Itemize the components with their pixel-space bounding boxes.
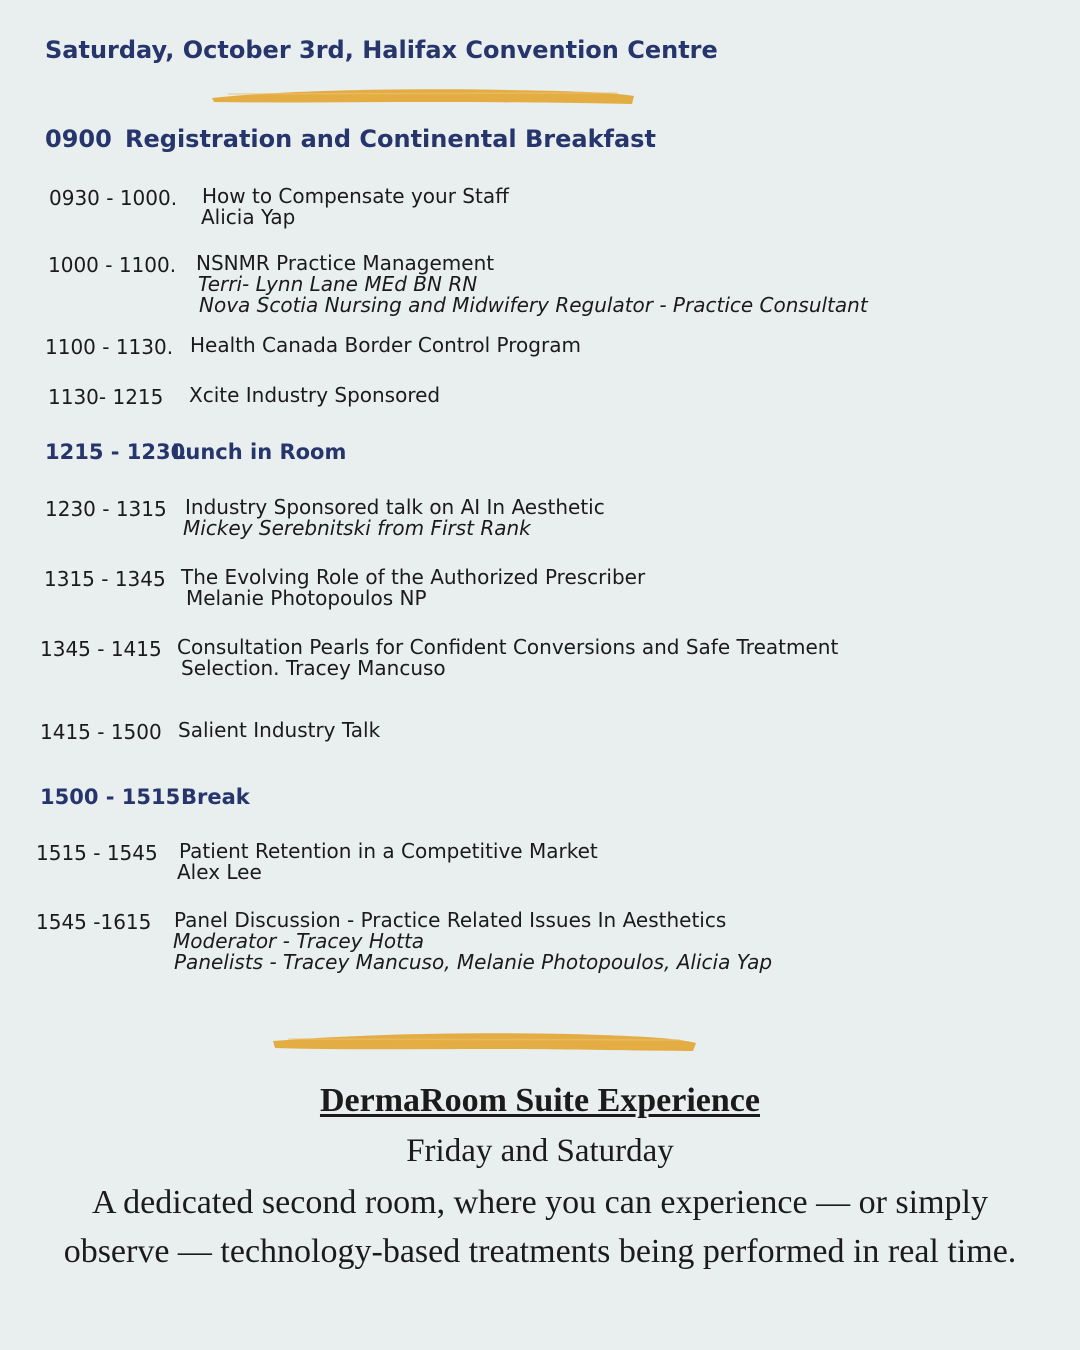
session-details xyxy=(196,253,868,316)
session-details xyxy=(181,567,645,609)
suite-title: DermaRoom Suite Experience xyxy=(319,1082,760,1119)
session-time: 0930 - 1000. xyxy=(49,186,178,210)
session-time: 1345 - 1415 xyxy=(40,637,162,661)
session-title: Consultation Pearls for Confident Conversions and Safe Treatment xyxy=(177,635,839,659)
session-time: 1000 - 1100. xyxy=(48,253,177,277)
session-speaker: Melanie Photopoulos NP xyxy=(186,586,427,610)
break-label: Break xyxy=(181,785,250,809)
session-title: Salient Industry Talk xyxy=(178,718,381,742)
session-details xyxy=(177,637,838,679)
session-title: Panel Discussion - Practice Related Issues In Aesthetics xyxy=(174,908,727,932)
session-title: Xcite Industry Sponsored xyxy=(189,383,441,407)
session-details xyxy=(202,186,509,228)
registration-time: 0900 xyxy=(45,125,112,153)
session-title: The Evolving Role of the Authorized Prescriber xyxy=(181,565,646,589)
session-details xyxy=(174,910,772,973)
brush-divider-top xyxy=(208,84,638,110)
session-title: Patient Retention in a Competitive Market xyxy=(179,839,598,863)
session-time: 1415 - 1500 xyxy=(40,720,162,744)
session-time: 1230 - 1315 xyxy=(45,497,167,521)
brush-divider-bottom xyxy=(270,1029,700,1057)
session-speaker: Mickey Serebnitski from First Rank xyxy=(183,516,531,540)
break-heading xyxy=(40,785,250,809)
registration-label: Registration and Continental Breakfast xyxy=(125,125,656,153)
session-time: 1100 - 1130. xyxy=(45,335,174,359)
session-speaker: Alicia Yap xyxy=(201,205,296,229)
session-moderator: Moderator - Tracey Hotta xyxy=(173,929,425,953)
session-time: 1130- 1215 xyxy=(48,385,164,409)
suite-description: A dedicated second room, where you can experience — or simply observe — technology-based treatments being performed in real time. xyxy=(63,1184,1017,1270)
session-time: 1315 - 1345 xyxy=(44,567,166,591)
break-time: 1500 - 1515 xyxy=(40,785,181,809)
suite-days: Friday and Saturday xyxy=(406,1133,674,1169)
lunch-label: Lunch in Room xyxy=(172,440,347,464)
lunch-heading xyxy=(45,440,347,464)
page-title: Saturday, October 3rd, Halifax Convention Centre xyxy=(45,36,718,64)
session-speaker: Selection. Tracey Mancuso xyxy=(181,656,446,680)
session-details xyxy=(185,497,605,539)
session-title: Industry Sponsored talk on AI In Aesthetic xyxy=(185,495,605,519)
lunch-time: 1215 - 1230 xyxy=(45,440,186,464)
session-details xyxy=(179,841,598,883)
session-speaker: Alex Lee xyxy=(177,860,262,884)
session-speaker: Terri- Lynn Lane MEd BN RN xyxy=(198,272,478,296)
session-speaker-affiliation: Nova Scotia Nursing and Midwifery Regulator - Practice Consultant xyxy=(199,293,868,317)
session-title: How to Compensate your Staff xyxy=(202,184,509,208)
session-title: Health Canada Border Control Program xyxy=(190,333,581,357)
session-title: NSNMR Practice Management xyxy=(196,251,495,275)
session-time: 1545 -1615 xyxy=(36,910,152,934)
session-time: 1515 - 1545 xyxy=(36,841,158,865)
registration-heading xyxy=(45,125,656,153)
session-panelists: Panelists - Tracey Mancuso, Melanie Photopoulos, Alicia Yap xyxy=(174,950,773,974)
